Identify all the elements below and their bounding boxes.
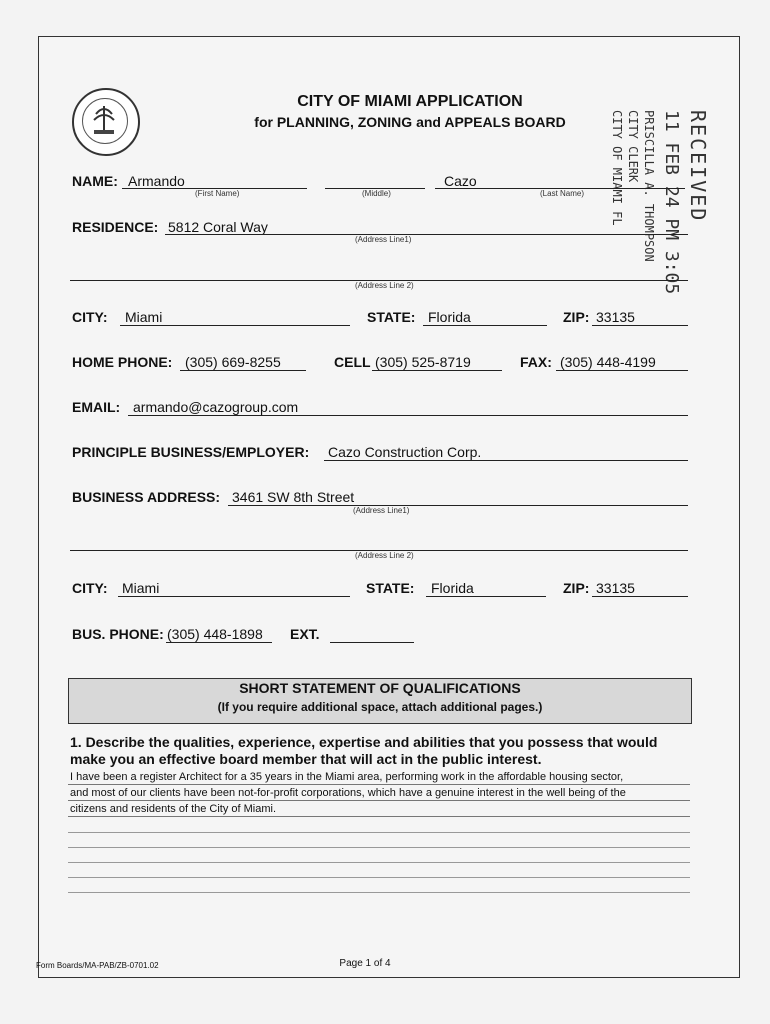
residence-value[interactable]: 5812 Coral Way (168, 219, 268, 235)
middle-caption: (Middle) (362, 189, 391, 198)
business-city-value[interactable]: Miami (122, 580, 160, 596)
business-zip-value[interactable]: 33135 (596, 580, 635, 596)
form-id: Form Boards/MA-PAB/ZB-0701.02 (36, 961, 159, 970)
cell-label: CELL (334, 354, 371, 370)
ext-label: EXT. (290, 626, 320, 642)
employer-label: PRINCIPLE BUSINESS/EMPLOYER: (72, 444, 310, 460)
answer-line-1[interactable]: I have been a register Architect for a 35 years in the Miami area, performing work in the affordable housing sector, (70, 771, 624, 783)
fax-label: FAX: (520, 354, 552, 370)
email-label: EMAIL: (72, 399, 121, 415)
business-line2-caption: (Address Line 2) (355, 551, 414, 560)
first-name-value[interactable]: Armando (128, 173, 185, 189)
business-zip-label: ZIP: (563, 580, 590, 596)
business-address-label: BUSINESS ADDRESS: (72, 489, 221, 505)
zip-label: ZIP: (563, 309, 590, 325)
qualifications-heading: SHORT STATEMENT OF QUALIFICATIONS (239, 680, 521, 696)
email-value[interactable]: armando@cazogroup.com (133, 399, 299, 415)
received-stamp: RECEIVED 11 FEB 24 PM 3:05 PRISCILLA A. THOMPSON CITY CLERK CITY OF MIAMI FL (610, 110, 710, 295)
residence-label: RESIDENCE: (72, 219, 159, 235)
home-phone-value[interactable]: (305) 669-8255 (185, 354, 281, 370)
answer-line-3[interactable]: citizens and residents of the City of Miami. (70, 803, 277, 815)
last-name-caption: (Last Name) (540, 189, 585, 198)
first-name-caption: (First Name) (195, 189, 240, 198)
residence-line1-caption: (Address Line1) (355, 235, 412, 244)
qualifications-header-box (68, 678, 692, 724)
bus-phone-value[interactable]: (305) 448-1898 (167, 626, 263, 642)
city-value[interactable]: Miami (125, 309, 163, 325)
form-title: CITY OF MIAMI APPLICATION (297, 93, 523, 110)
business-state-label: STATE: (366, 580, 415, 596)
page-number: Page 1 of 4 (339, 958, 391, 969)
business-city-label: CITY: (72, 580, 108, 596)
residence-line2-caption: (Address Line 2) (355, 281, 414, 290)
business-line1-caption: (Address Line1) (353, 506, 410, 515)
qualifications-note: (If you require additional space, attach additional pages.) (217, 700, 543, 714)
zip-value[interactable]: 33135 (596, 309, 635, 325)
state-value[interactable]: Florida (428, 309, 471, 325)
form-subtitle: for PLANNING, ZONING and APPEALS BOARD (254, 114, 566, 130)
question-1: 1. Describe the qualities, experience, expertise and abilities that you possess that would make you an effective board member that will act in the public interest. (70, 734, 658, 767)
answer-line-2[interactable]: and most of our clients have been not-for-profit corporations, which have a genuine interest in the well being of the (70, 787, 626, 799)
home-phone-label: HOME PHONE: (72, 354, 173, 370)
bus-phone-label: BUS. PHONE: (72, 626, 164, 642)
name-label: NAME: (72, 173, 118, 189)
city-label: CITY: (72, 309, 108, 325)
city-seal-icon (72, 88, 140, 156)
cell-value[interactable]: (305) 525-8719 (375, 354, 471, 370)
last-name-value[interactable]: Cazo (444, 173, 477, 189)
fax-value[interactable]: (305) 448-4199 (560, 354, 656, 370)
state-label: STATE: (367, 309, 416, 325)
business-address-value[interactable]: 3461 SW 8th Street (232, 489, 355, 505)
business-state-value[interactable]: Florida (431, 580, 474, 596)
employer-value[interactable]: Cazo Construction Corp. (328, 444, 482, 460)
